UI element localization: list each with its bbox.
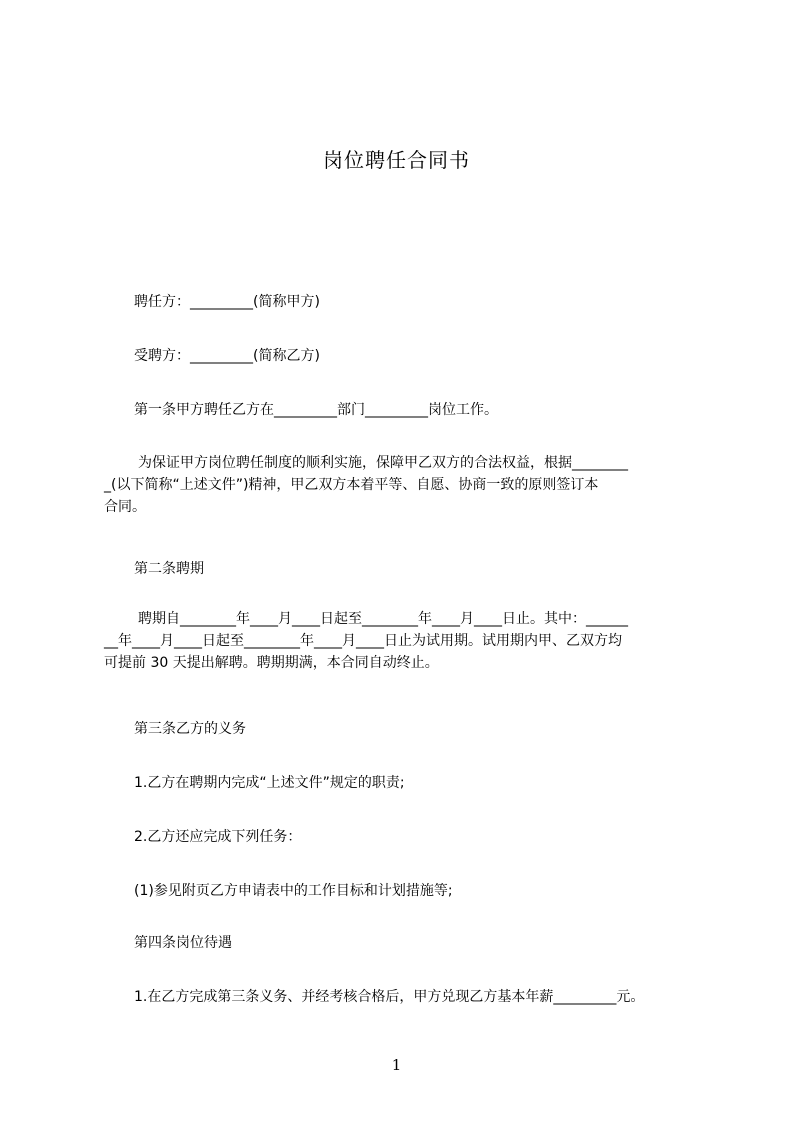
duty-2-item-1: (1)参见附页乙方申请表中的工作目标和计划措施等; [134, 883, 453, 899]
term-paragraph [104, 608, 702, 674]
term-line-3: 可提前 30 天提出解聘。聘期期满，本合同自动终止。 [104, 655, 439, 671]
article-1: 第一条甲方聘任乙方在_________部门_________岗位工作。 [134, 402, 498, 418]
employer-line: 聘任方：_________(简称甲方) [134, 294, 320, 310]
page-number: 1 [391, 1056, 402, 1074]
employee-line: 受聘方：_________(简称乙方) [134, 348, 320, 364]
article-4-heading: 第四条岗位待遇 [134, 935, 232, 951]
document-title: 岗位聘任合同书 [323, 148, 470, 172]
pay-1: 1.在乙方完成第三条义务、并经考核合格后，甲方兑现乙方基本年薪_________元。 [134, 989, 645, 1005]
preamble-line-2: _(以下简称“上述文件”)精神，甲乙双方本着平等、自愿、协商一致的原则签订本 [104, 477, 599, 493]
article-3-heading: 第三条乙方的义务 [134, 721, 246, 737]
term-line-2: __年____月____日起至________年____月____日止为试用期。试用期内甲、乙双方均 [104, 633, 622, 649]
preamble-line-1: 为保证甲方岗位聘任制度的顺利实施，保障甲乙双方的合法权益，根据________ [138, 455, 628, 471]
term-line-1: 聘期自________年____月____日起至________年____月____日止。其中：______ [138, 611, 628, 627]
article-2-heading: 第二条聘期 [134, 561, 204, 577]
preamble-line-3: 合同。 [104, 499, 146, 515]
duty-1: 1.乙方在聘期内完成“上述文件”规定的职责; [134, 775, 405, 791]
duty-2: 2.乙方还应完成下列任务： [134, 829, 302, 845]
preamble-paragraph [104, 452, 702, 518]
